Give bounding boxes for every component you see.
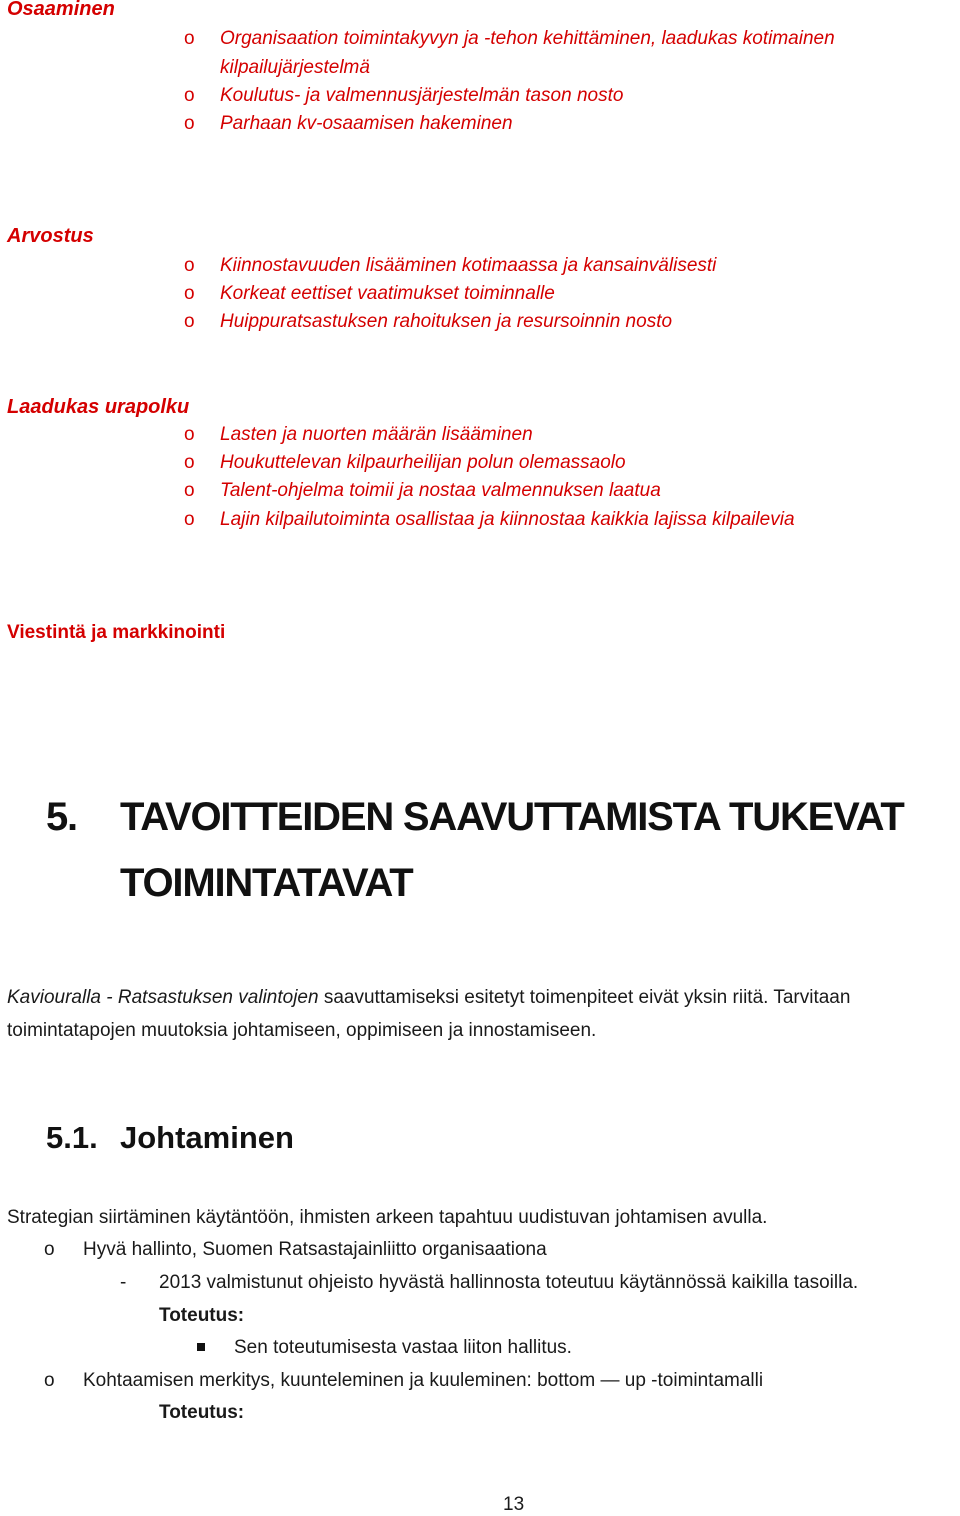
bullet-icon: o: [44, 1370, 55, 1391]
list-item: [0, 311, 960, 335]
list-item-continuation: [0, 57, 960, 81]
list-item: [0, 283, 960, 307]
toteutus-label: Toteutus:: [159, 1402, 245, 1423]
list-item: [0, 452, 960, 476]
intro-italic-text: Kaviouralla - Ratsastuksen valintojen: [7, 987, 319, 1008]
bullet-icon: o: [184, 424, 195, 445]
list-item-text: Korkeat eettiset vaatimukset toiminnalle: [220, 283, 555, 304]
intro-text: saavuttamiseksi esitetyt toimenpiteet eivät yksin riitä. Tarvitaan: [318, 987, 851, 1008]
bullet-icon: o: [184, 28, 195, 49]
list-item-text: Houkuttelevan kilpaurheilijan polun olemassaolo: [220, 452, 626, 473]
square-bullet-icon: [197, 1343, 205, 1351]
chapter-number: 5.: [46, 795, 77, 839]
list-item-text: kilpailujärjestelmä: [220, 57, 370, 78]
square-item-text: Sen toteutumisesta vastaa liiton hallitus.: [234, 1337, 572, 1358]
chapter-title-line1: TAVOITTEIDEN SAAVUTTAMISTA TUKEVAT: [120, 795, 904, 839]
subchapter-title: Johtaminen: [120, 1120, 294, 1155]
list-item: [0, 255, 960, 279]
list-item: [0, 480, 960, 504]
chapter-intro-line1: [7, 987, 850, 1009]
dash-icon: -: [120, 1272, 127, 1293]
toteutus-label: Toteutus:: [159, 1305, 245, 1326]
list-item: [0, 424, 960, 448]
list-item: [0, 509, 960, 533]
section-heading-urapolku: Laadukas urapolku: [7, 396, 190, 418]
subchapter-number: 5.1.: [46, 1120, 98, 1155]
list-item-text: Organisaation toimintakyvyn ja -tehon kehittäminen, laadukas kotimainen: [220, 28, 835, 49]
page-number: 13: [503, 1494, 525, 1515]
bullet-icon: o: [184, 113, 195, 134]
list-item-text: Lajin kilpailutoiminta osallistaa ja kiinnostaa kaikkia lajissa kilpailevia: [220, 509, 795, 530]
bullet-icon: o: [184, 283, 195, 304]
list-item-text: Huippuratsastuksen rahoituksen ja resursoinnin nosto: [220, 311, 673, 332]
list-item: [0, 113, 960, 137]
chapter-intro-line2: toimintatapojen muutoksia johtamiseen, oppimiseen ja innostamiseen.: [7, 1020, 597, 1041]
section-heading-osaaminen: Osaaminen: [7, 0, 115, 20]
list-item: [0, 28, 960, 52]
chapter-title-line2: TOIMINTATAVAT: [120, 861, 413, 905]
bullet-icon: o: [184, 85, 195, 106]
section-heading-viestinta: Viestintä ja markkinointi: [7, 622, 226, 643]
list-item-text: Parhaan kv-osaamisen hakeminen: [220, 113, 513, 134]
bullet-icon: o: [184, 480, 195, 501]
bullet-icon: o: [184, 452, 195, 473]
list-item-text: Lasten ja nuorten määrän lisääminen: [220, 424, 533, 445]
list-item-text: Talent-ohjelma toimii ja nostaa valmennuksen laatua: [220, 480, 661, 501]
bullet-icon: o: [44, 1239, 55, 1260]
section-heading-arvostus: Arvostus: [7, 225, 94, 247]
list-item-text: Koulutus- ja valmennusjärjestelmän tason nosto: [220, 85, 624, 106]
list-item: [0, 85, 960, 109]
list-item-text: Kiinnostavuuden lisääminen kotimaassa ja kansainvälisesti: [220, 255, 717, 276]
list-item-text: Hyvä hallinto, Suomen Ratsastajainliitto organisaationa: [83, 1239, 547, 1260]
list-item-text: Kohtaamisen merkitys, kuunteleminen ja kuuleminen: bottom — up -toimintamalli: [83, 1370, 764, 1391]
subchapter-intro: Strategian siirtäminen käytäntöön, ihmisten arkeen tapahtuu uudistuvan johtamisen avulla.: [7, 1207, 768, 1228]
bullet-icon: o: [184, 311, 195, 332]
bullet-icon: o: [184, 509, 195, 530]
bullet-icon: o: [184, 255, 195, 276]
sub-list-item-text: 2013 valmistunut ohjeisto hyvästä hallinnosta toteutuu käytännössä kaikilla tasoilla.: [159, 1272, 859, 1293]
